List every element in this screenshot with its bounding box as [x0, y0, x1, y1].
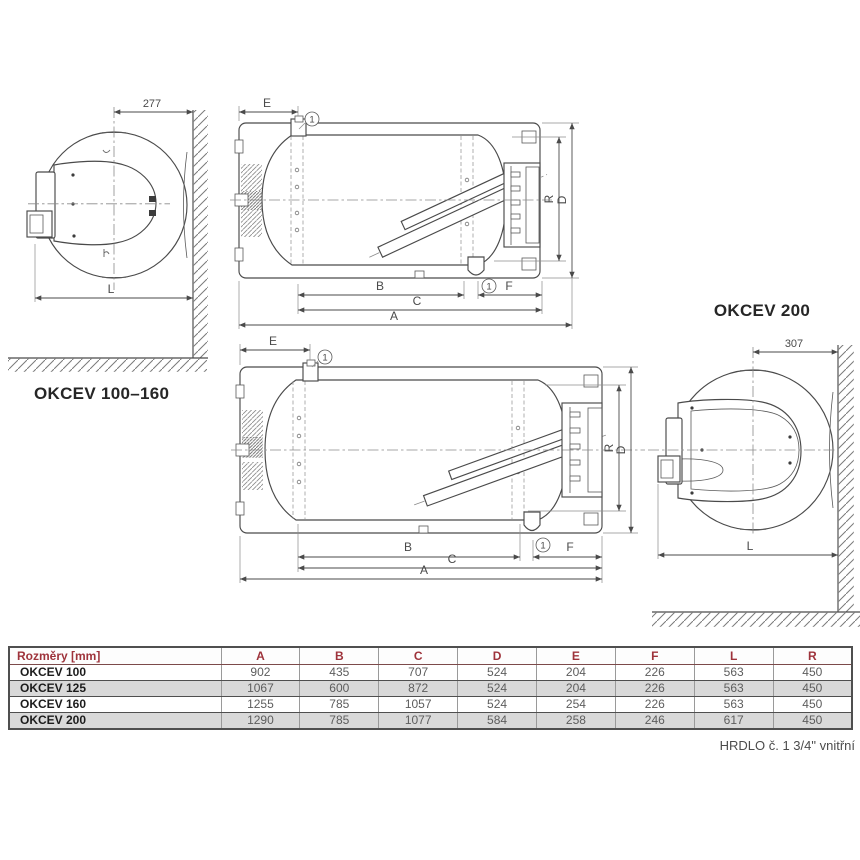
dim-label-L-small: L: [107, 282, 115, 296]
row-label: OKCEV 100: [9, 665, 221, 681]
svg-text:1: 1: [540, 540, 546, 552]
section-view-large: [231, 334, 645, 583]
dim-label-E-small: E: [262, 96, 272, 110]
dim-label-277: 277: [142, 98, 162, 110]
dim-label-D-large: D: [614, 445, 628, 455]
dim-label-307: 307: [784, 338, 804, 350]
table-row: OKCEV 200 1290 785 1077 584 258 246 617 450: [9, 713, 852, 730]
col-header-B: B: [300, 647, 379, 665]
svg-text:1: 1: [486, 281, 492, 293]
col-header-E: E: [537, 647, 616, 665]
end-view-large: [648, 338, 860, 627]
dim-label-C-small: C: [412, 294, 422, 308]
flange: [504, 163, 540, 247]
table-row: OKCEV 160 1255 785 1057 524 254 226 563 450: [9, 697, 852, 713]
table-unit-header: Rozměry [mm]: [9, 647, 221, 665]
cover-shape: [54, 161, 156, 244]
col-header-R: R: [773, 647, 852, 665]
right-view-title: OKCEV 200: [713, 301, 811, 320]
col-header-C: C: [379, 647, 458, 665]
table-header-row: [9, 647, 852, 665]
dim-label-B-large: B: [403, 540, 413, 554]
dim-label-D-small: D: [555, 195, 569, 205]
dim-label-A-small: A: [389, 309, 399, 323]
dim-label-A-large: A: [419, 563, 429, 577]
footnote: HRDLO č. 1 3/4" vnitřní: [719, 738, 855, 753]
bottom-outlet: [468, 257, 484, 275]
ground-hatch: [8, 359, 207, 372]
col-header-A: A: [221, 647, 300, 665]
dim-label-E-large: E: [268, 334, 278, 348]
section-view-small: [230, 96, 579, 329]
ground-hatch: [652, 613, 860, 627]
port1-number: 1: [309, 114, 315, 126]
row-label: OKCEV 125: [9, 681, 221, 697]
svg-text:1: 1: [322, 352, 328, 364]
row-label: OKCEV 200: [9, 713, 221, 730]
row-label: OKCEV 160: [9, 697, 221, 713]
end-view-small: [8, 98, 208, 372]
col-header-D: D: [458, 647, 537, 665]
col-header-L: L: [694, 647, 773, 665]
dim-label-C-large: C: [447, 552, 457, 566]
cover-shape: [678, 399, 801, 501]
dimensions-table: [8, 646, 853, 730]
dim-label-R-small: R: [542, 194, 556, 204]
dim-label-L-large: L: [746, 539, 754, 553]
wall-hatch: [194, 110, 208, 358]
dim-label-R-large: R: [602, 443, 616, 453]
dim-label-B-small: B: [375, 279, 385, 293]
table-row: OKCEV 125 1067 600 872 524 204 226 563 450: [9, 681, 852, 697]
dim-label-F-large: F: [566, 540, 574, 554]
left-view-title: OKCEV 100–160: [34, 384, 170, 403]
bottom-outlet: [524, 512, 540, 531]
col-header-F: F: [615, 647, 694, 665]
table-row: OKCEV 100 902 435 707 524 204 226 563 450: [9, 665, 852, 681]
wall-hatch: [839, 345, 854, 612]
dim-label-F-small: F: [505, 279, 513, 293]
